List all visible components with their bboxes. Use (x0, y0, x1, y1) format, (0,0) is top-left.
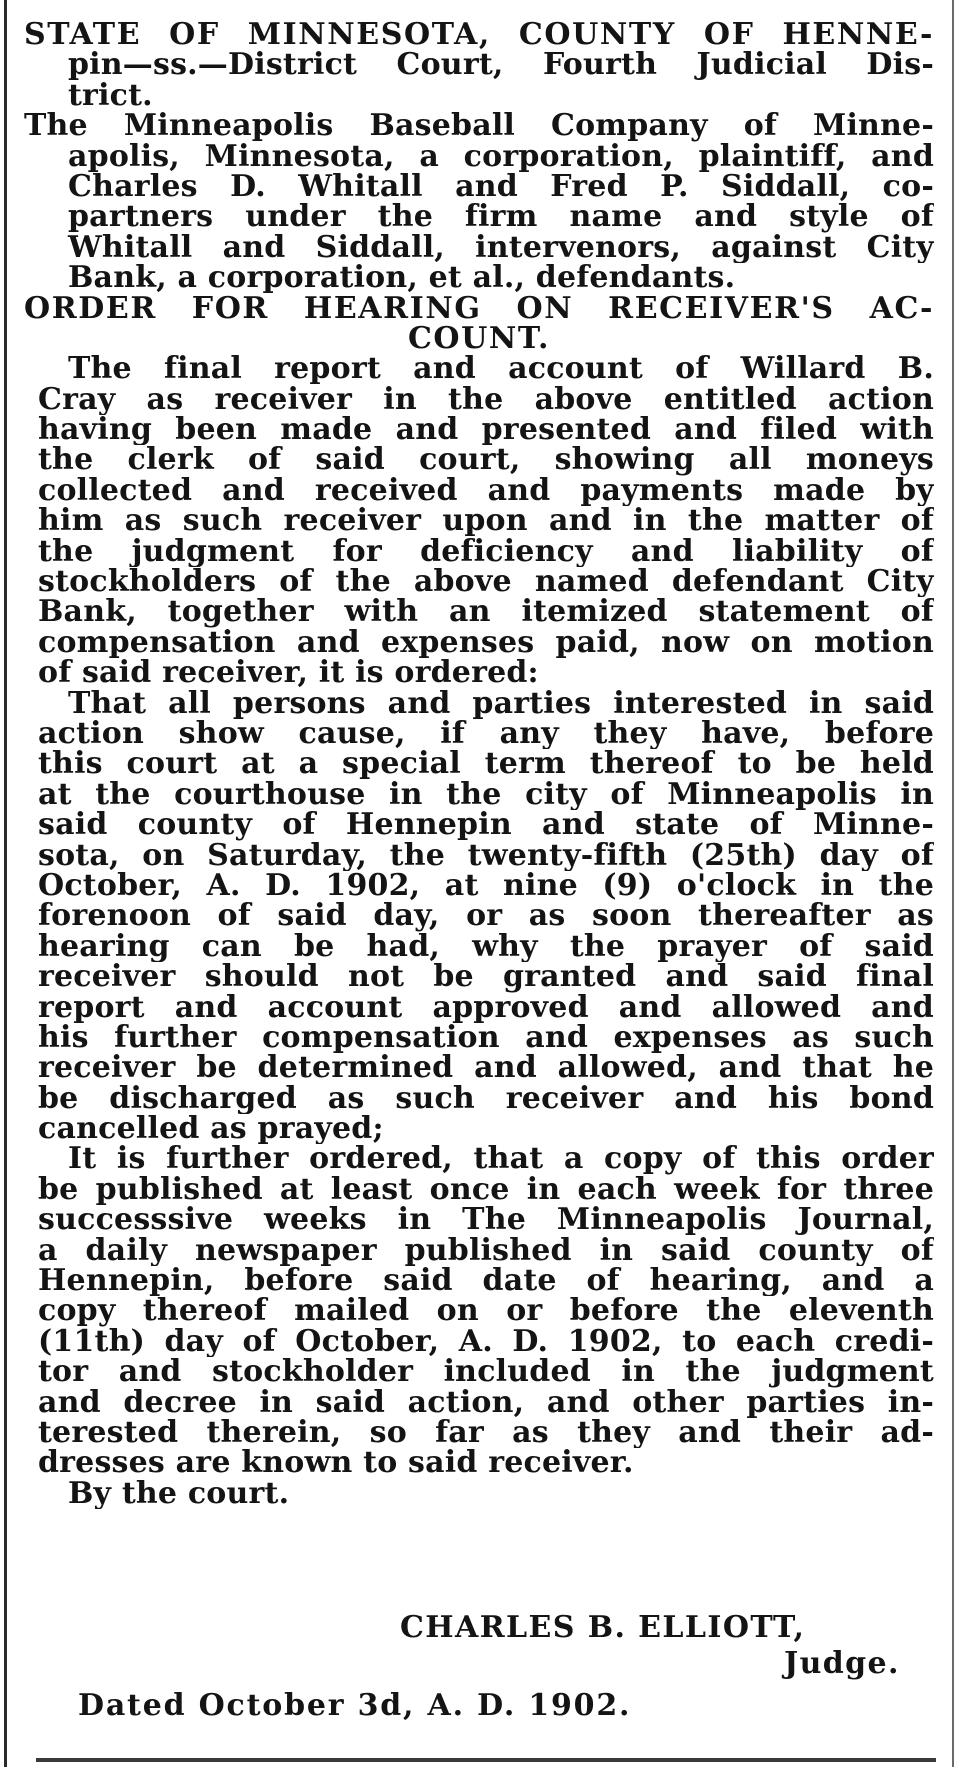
paragraph-line: stockholders of the above named defendant City (38, 567, 934, 598)
paragraph-line: successsive weeks in The Minneapolis Journal, (38, 1205, 934, 1236)
caption-line: STATE OF MINNESOTA, COUNTY OF HENNE- (24, 20, 934, 51)
parties-line: Bank, a corporation, et al., defendants. (68, 263, 736, 294)
paragraph-line: said county of Hennepin and state of Minne- (38, 810, 934, 841)
paragraph-line: That all persons and parties interested in said (68, 688, 934, 719)
order-heading (24, 294, 934, 355)
dated-line: Dated October 3d, A. D. 1902. (78, 1688, 632, 1723)
paragraph-line: collected and received and payments made by (38, 475, 934, 507)
paragraph-line: his further compensation and expenses as such (38, 1022, 934, 1054)
paragraph-line: compensation and expenses paid, now on motion (38, 627, 934, 659)
parties-line: apolis, Minnesota, a corporation, plaintiff, and (68, 141, 934, 172)
paragraph-line: the judgment for deficiency and liability of (38, 536, 934, 568)
paragraph-line: hearing can be had, why the prayer of said (38, 931, 934, 963)
paragraph-line: action show cause, if any they have, before (38, 718, 934, 750)
bottom-rule (36, 1758, 936, 1762)
paragraph-line: terested therein, so far as they and their ad- (38, 1417, 934, 1449)
court-caption (24, 20, 934, 111)
parties-line: partners under the firm name and style of (68, 202, 934, 233)
legal-notice (24, 20, 934, 1509)
paragraph-line: copy thereof mailed on or before the eleventh (38, 1296, 934, 1327)
parties-block (24, 111, 934, 293)
paragraph-line: at the courthouse in the city of Minneapolis in (38, 779, 934, 811)
paragraph-line: dresses are known to said receiver. (38, 1448, 634, 1479)
paragraph-line: It is further ordered, that a copy of this order (68, 1144, 934, 1175)
paragraph-line: forenoon of said day, or as soon thereafter as (38, 901, 934, 932)
parties-line: Whitall and Siddall, intervenors, against City (68, 232, 934, 264)
paragraph-line: a daily newspaper published in said county of (38, 1235, 934, 1267)
column-rule-right (952, 0, 954, 1767)
paragraph-line: receiver be determined and allowed, and that he (38, 1053, 934, 1084)
paragraph-line: (11th) day of October, A. D. 1902, to each credi- (38, 1326, 934, 1358)
paragraph-line: of said receiver, it is ordered: (38, 658, 539, 689)
paragraph-line: cancelled as prayed; (38, 1114, 384, 1145)
caption-line: pin—ss.—District Court, Fourth Judicial Dis- (68, 50, 934, 81)
paragraph-line: tor and stockholder included in the judgment (38, 1357, 934, 1388)
column-rule-left (4, 0, 7, 1767)
paragraph-line: the clerk of said court, showing all moneys (38, 445, 934, 476)
by-the-court: By the court. (68, 1478, 290, 1510)
paragraph-line: him as such receiver upon and in the matter of (38, 506, 934, 537)
paragraph-line: October, A. D. 1902, at nine (9) o'clock in the (38, 870, 934, 902)
parties-line: The Minneapolis Baseball Company of Minne- (24, 111, 934, 142)
heading-line: COUNT. (407, 323, 551, 355)
caption-line: trict. (68, 80, 153, 112)
paragraph-line: Hennepin, before said date of hearing, and a (38, 1266, 934, 1297)
paragraph-line: be published at least once in each week for three (38, 1174, 934, 1206)
paragraph-line: receiver should not be granted and said final (38, 962, 934, 993)
paragraph-line: be discharged as such receiver and his bond (38, 1083, 934, 1115)
signature-title: Judge. (784, 1646, 900, 1681)
paragraph-line: sota, on Saturday, the twenty-fifth (25th) day of (38, 840, 934, 871)
parties-line: Charles D. Whitall and Fred P. Siddall, co- (68, 171, 934, 203)
paragraph-publication (24, 1144, 934, 1478)
paragraph-line: Bank, together with an itemized statement of (38, 597, 934, 628)
paragraph-line: and decree in said action, and other parties in- (38, 1387, 934, 1418)
paragraph-show-cause (24, 689, 934, 1145)
paragraph-final-report (24, 354, 934, 688)
paragraph-line: this court at a special term thereof to be held (38, 749, 934, 780)
paragraph-line: The final report and account of Willard B. (68, 354, 934, 385)
paragraph-line: report and account approved and allowed and (38, 992, 934, 1023)
paragraph-line: Cray as receiver in the above entitled action (38, 384, 934, 416)
heading-line: ORDER FOR HEARING ON RECEIVER'S AC- (24, 293, 934, 324)
signature-name: CHARLES B. ELLIOTT, (400, 1610, 806, 1645)
paragraph-line: having been made and presented and filed with (38, 415, 934, 446)
